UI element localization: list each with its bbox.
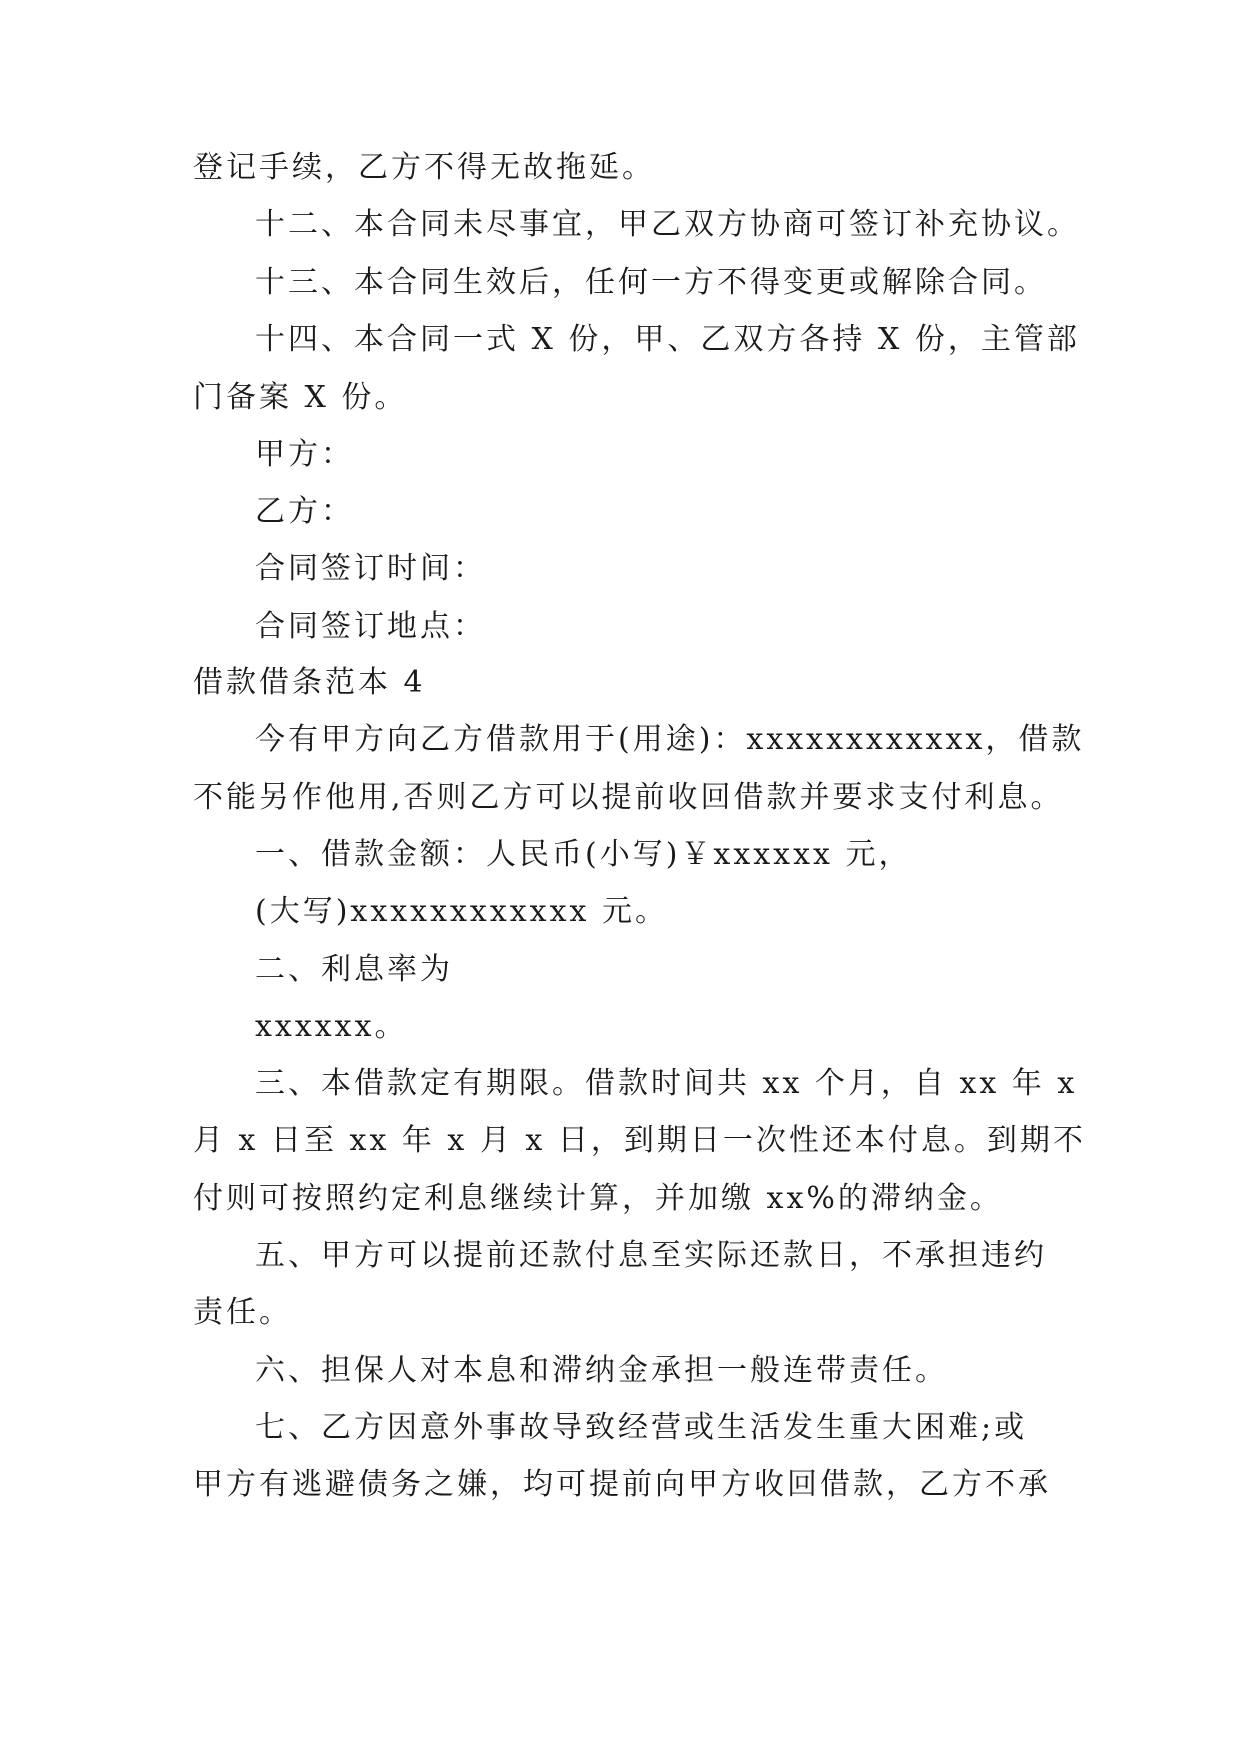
text-line: xxxxxx。 (255, 1009, 408, 1044)
text-line: 三、本借款定有期限。借款时间共 xx 个月，自 xx 年 x (255, 1066, 1078, 1101)
text-line: 合同签订地点： (255, 609, 486, 644)
text-line: 五、甲方可以提前还款付息至实际还款日，不承担违约 (255, 1238, 1047, 1273)
text-line: 今有甲方向乙方借款用于(用途)：xxxxxxxxxxxx，借款 (255, 722, 1085, 757)
text-line: (大写)xxxxxxxxxxxx 元。 (255, 894, 668, 929)
text-line: 不能另作他用,否则乙方可以提前收回借款并要求支付利息。 (193, 780, 1064, 815)
text-line: 甲方： (255, 437, 354, 472)
text-line: 月 x 日至 xx 年 x 月 x 日，到期日一次性还本付息。到期不 (193, 1123, 1086, 1158)
text-line: 十二、本合同未尽事宜，甲乙双方协商可签订补充协议。 (255, 207, 1080, 242)
text-line: 十三、本合同生效后，任何一方不得变更或解除合同。 (255, 265, 1047, 300)
text-line: 六、担保人对本息和滞纳金承担一般连带责任。 (255, 1353, 948, 1388)
text-line: 二、利息率为 (255, 952, 453, 987)
text-line: 十四、本合同一式 X 份，甲、乙双方各持 X 份，主管部 (255, 322, 1080, 357)
text-line: 登记手续，乙方不得无故拖延。 (193, 150, 655, 185)
text-line: 甲方有逃避债务之嫌，均可提前向甲方收回借款，乙方不承 (193, 1467, 1051, 1502)
text-line: 乙方： (255, 494, 354, 529)
section-heading: 借款借条范本 4 (193, 665, 426, 700)
text-line: 门备案 X 份。 (193, 380, 408, 415)
text-line: 一、借款金额：人民币(小写)￥xxxxxx 元， (255, 837, 912, 872)
text-line: 合同签订时间： (255, 551, 486, 586)
text-line: 责任。 (193, 1295, 292, 1330)
text-line: 七、乙方因意外事故导致经营或生活发生重大困难;或 (255, 1410, 1028, 1445)
text-line: 付则可按照约定利息继续计算，并加缴 xx%的滞纳金。 (193, 1181, 1003, 1216)
